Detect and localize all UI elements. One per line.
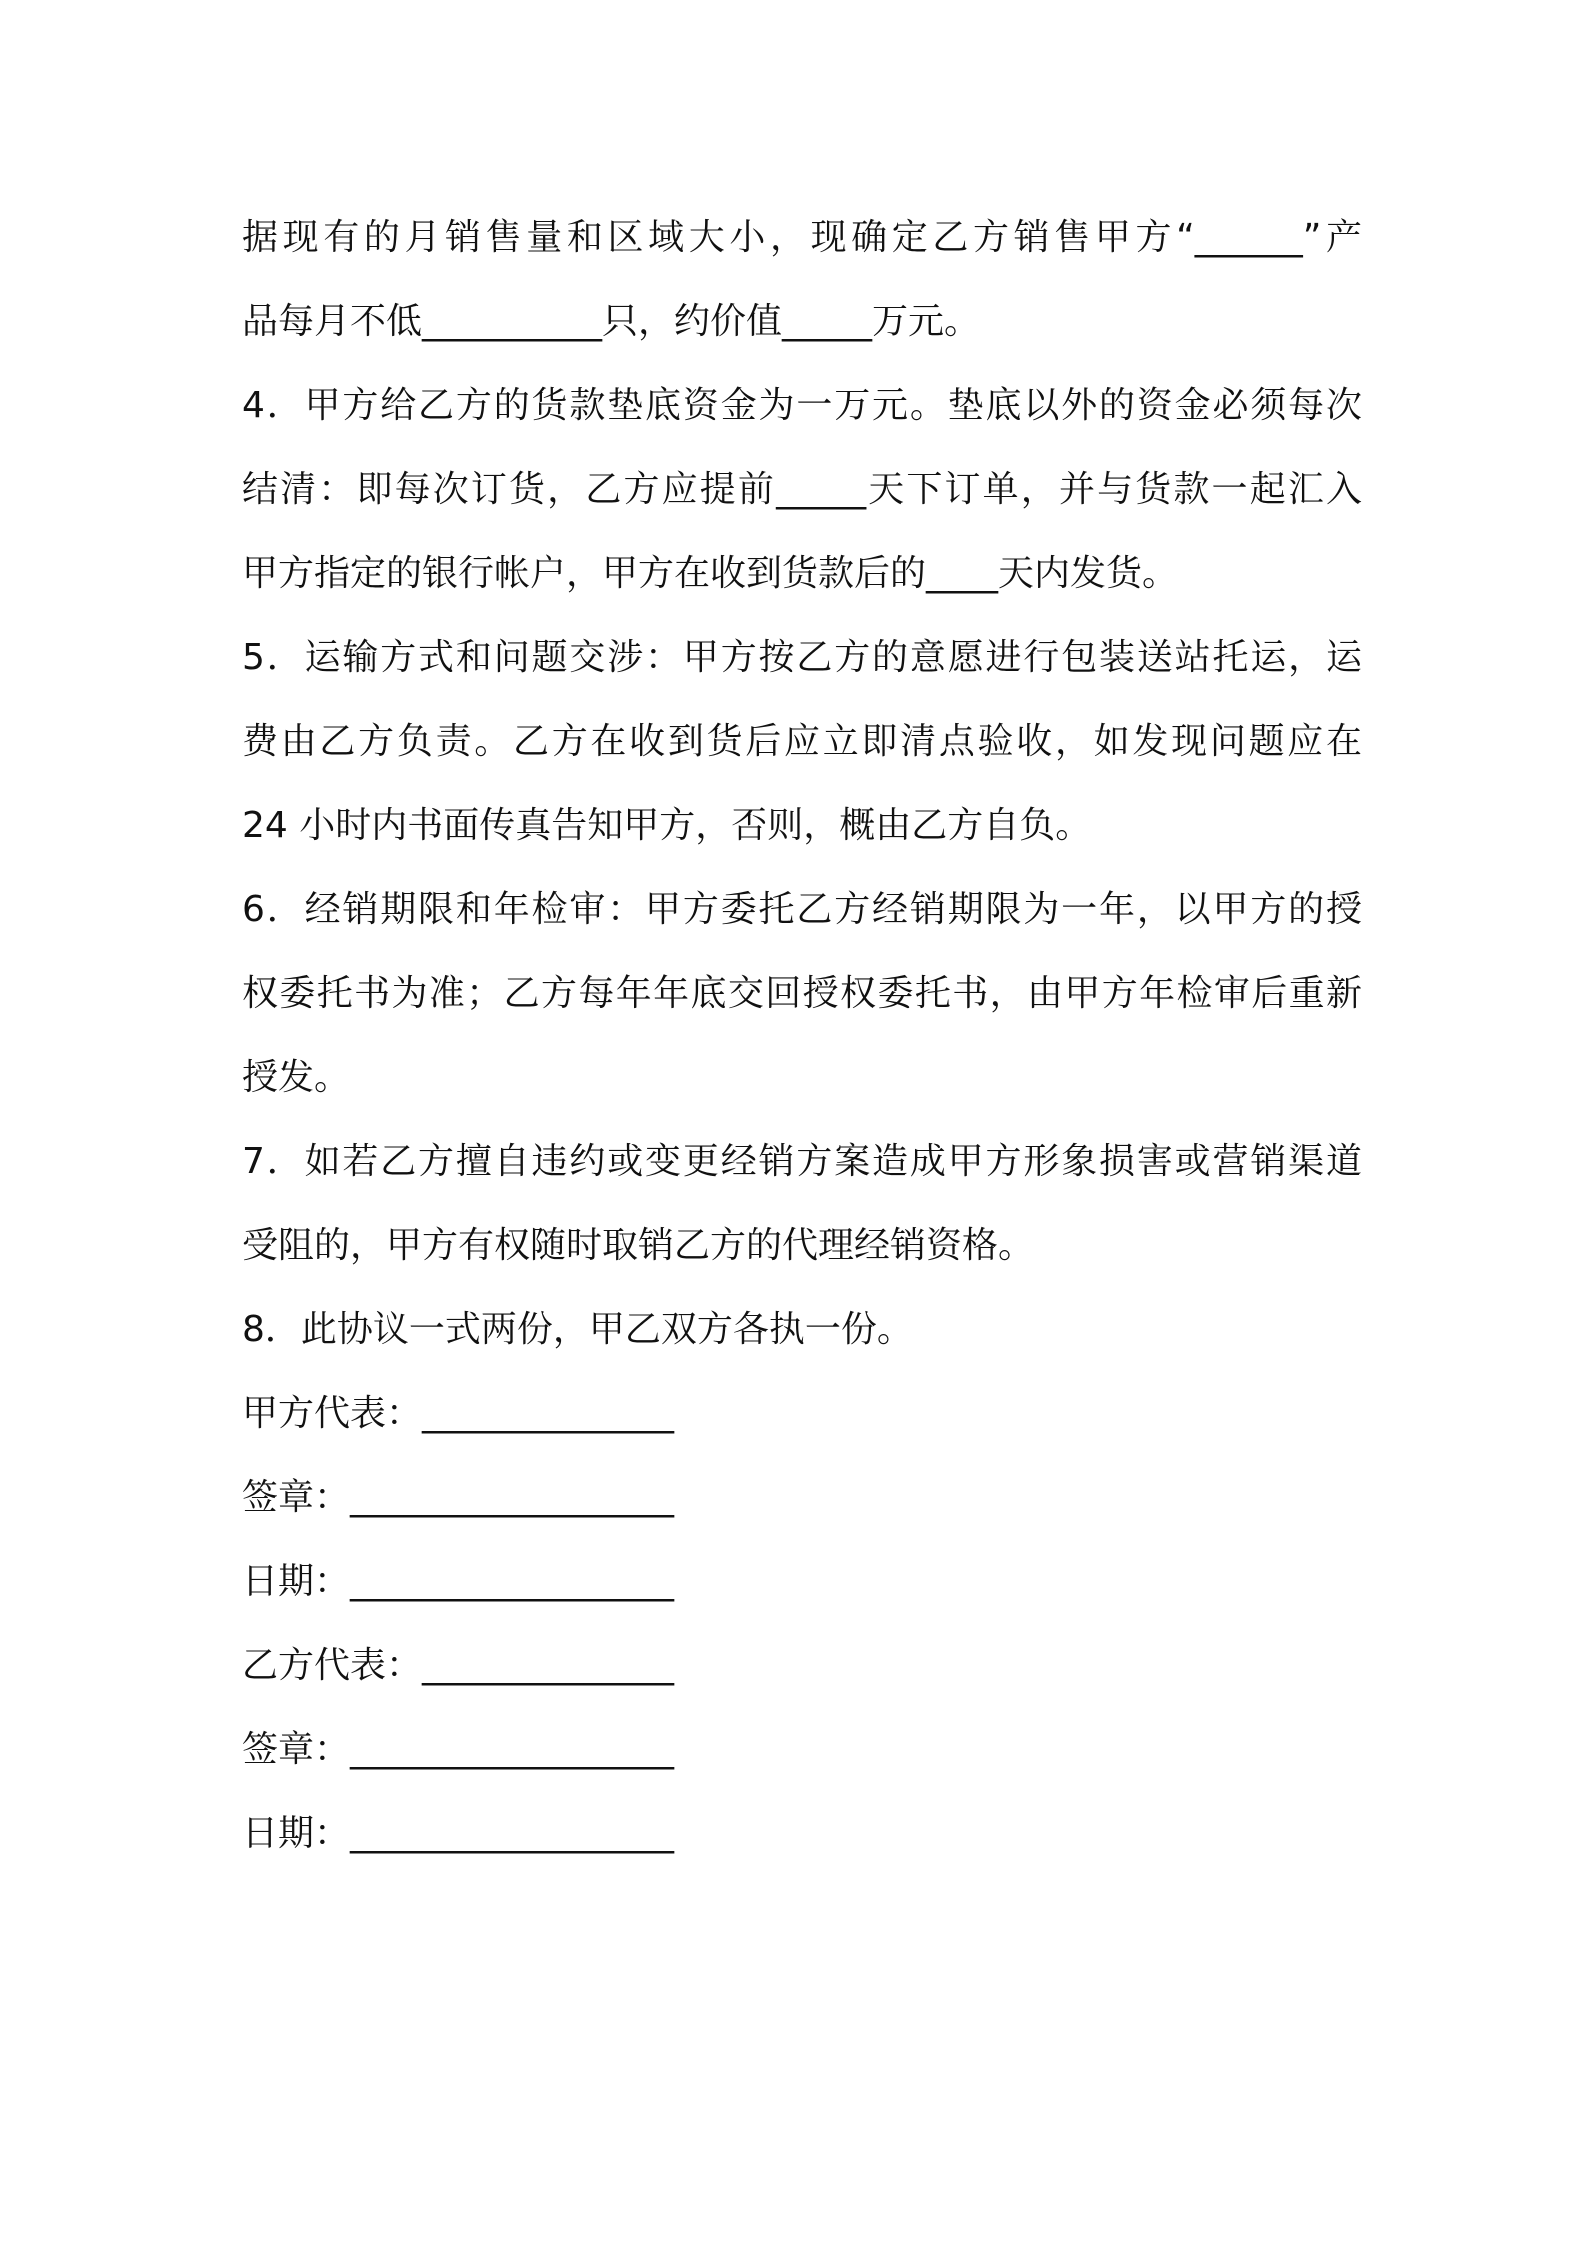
party-b-representative-field: 乙方代表：______________ xyxy=(242,1645,675,1686)
clause-6-line: 授发。 xyxy=(242,1057,351,1098)
party-a-date-field: 日期：__________________ xyxy=(242,1561,675,1602)
party-b-seal-field: 签章：__________________ xyxy=(242,1729,675,1770)
clause-4-line: 4．甲方给乙方的货款垫底资金为一万元。垫底以外的资金必须每次 xyxy=(242,385,1362,426)
clause-5-line: 5．运输方式和问题交涉：甲方按乙方的意愿进行包装送站托运，运 xyxy=(242,637,1362,678)
clause-4-line: 结清：即每次订货，乙方应提前_____天下订单，并与货款一起汇入 xyxy=(242,469,1362,510)
clause-8-line: 8．此协议一式两份，甲乙双方各执一份。 xyxy=(242,1309,913,1350)
clause-6-line: 权委托书为准；乙方每年年底交回授权委托书，由甲方年检审后重新 xyxy=(242,973,1362,1014)
paragraph-line: 据现有的月销售量和区域大小，现确定乙方销售甲方“______”产 xyxy=(242,217,1362,258)
clause-5-line: 费由乙方负责。乙方在收到货后应立即清点验收，如发现问题应在 xyxy=(242,721,1362,762)
clause-5-line: 24 小时内书面传真告知甲方，否则，概由乙方自负。 xyxy=(242,805,1092,846)
party-a-representative-field: 甲方代表：______________ xyxy=(242,1393,675,1434)
paragraph-line: 品每月不低__________只，约价值_____万元。 xyxy=(242,301,981,342)
clause-7-line: 受阻的，甲方有权随时取销乙方的代理经销资格。 xyxy=(242,1225,1035,1266)
party-a-seal-field: 签章：__________________ xyxy=(242,1477,675,1518)
clause-4-line: 甲方指定的银行帐户，甲方在收到货款后的____天内发货。 xyxy=(242,553,1179,594)
document-body xyxy=(242,196,1362,1876)
clause-7-line: 7．如若乙方擅自违约或变更经销方案造成甲方形象损害或营销渠道 xyxy=(242,1141,1362,1182)
clause-6-line: 6．经销期限和年检审：甲方委托乙方经销期限为一年，以甲方的授 xyxy=(242,889,1362,930)
party-b-date-field: 日期：__________________ xyxy=(242,1813,675,1854)
